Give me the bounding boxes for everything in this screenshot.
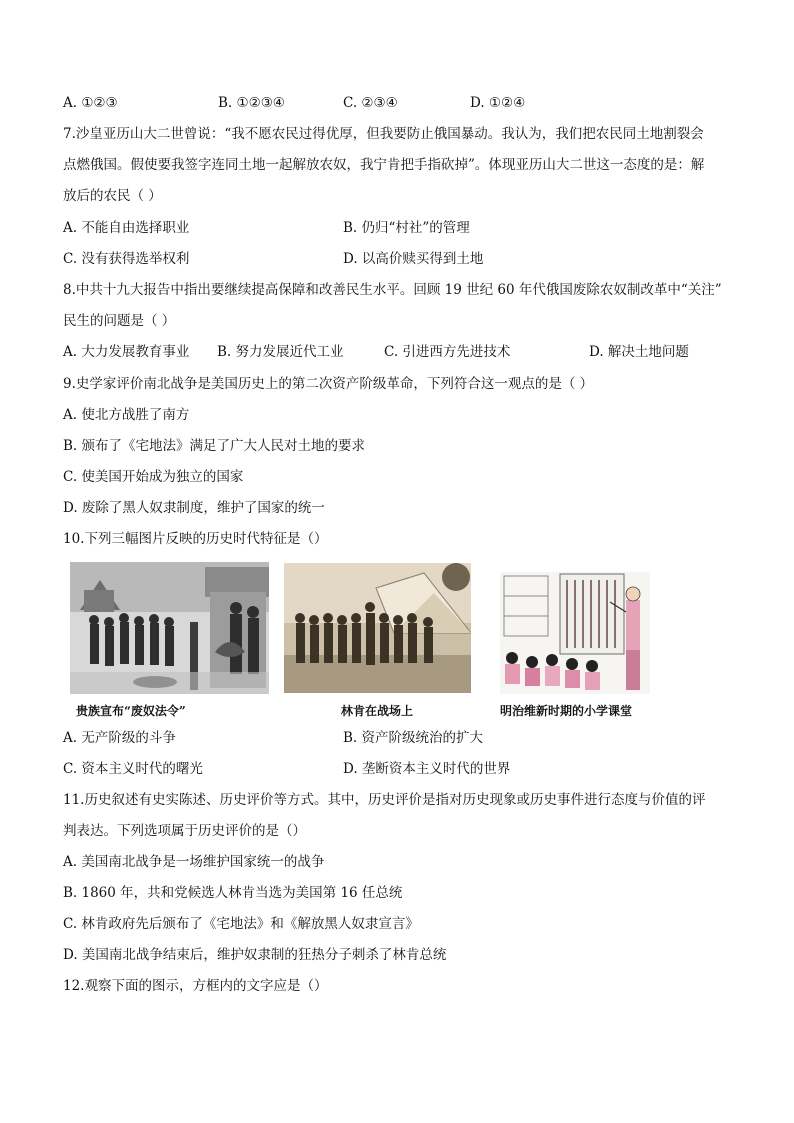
q9-option-b: B. 颁布了《宅地法》满足了广大人民对土地的要求 bbox=[63, 438, 366, 454]
q8-stem-line-1: 8.中共十九大报告中指出要继续提高保障和改善民生水平。回顾 19 世纪 60 年代俄国废除农奴制改革中“关注” bbox=[63, 282, 722, 298]
classroom-illustration bbox=[500, 572, 650, 694]
q11-stem-line-1: 11.历史叙述有史实陈述、历史评价等方式。其中，历史评价是指对历史现象或历史事件进行态度与价值的评 bbox=[63, 792, 706, 808]
q7-stem-line-3: 放后的农民（ ） bbox=[63, 188, 162, 204]
q10-option-c: C. 资本主义时代的曙光 bbox=[63, 761, 203, 777]
engraving-illustration bbox=[70, 562, 269, 694]
q11-option-a: A. 美国南北战争是一场维护国家统一的战争 bbox=[63, 854, 325, 870]
figure-emancipation-engraving bbox=[70, 562, 269, 694]
caption-meiji-classroom: 明治维新时期的小学课堂 bbox=[500, 704, 633, 718]
q11-stem-line-2: 判表达。下列选项属于历史评价的是（） bbox=[63, 823, 306, 839]
q11-option-d: D. 美国南北战争结束后，维护奴隶制的狂热分子刺杀了林肯总统 bbox=[63, 947, 447, 963]
q8-option-d: D. 解决土地问题 bbox=[589, 344, 689, 360]
q9-option-a: A. 使北方战胜了南方 bbox=[63, 407, 190, 423]
q11-option-c: C. 林肯政府先后颁布了《宅地法》和《解放黑人奴隶宣言》 bbox=[63, 916, 419, 932]
q10-stem: 10.下列三幅图片反映的历史时代特征是（） bbox=[63, 531, 328, 547]
caption-emancipation: 贵族宣布“废奴法令” bbox=[76, 704, 186, 718]
q6-option-b: B. ①②③④ bbox=[218, 95, 285, 111]
q6-option-c: C. ②③④ bbox=[343, 95, 398, 111]
caption-lincoln: 林肯在战场上 bbox=[341, 704, 414, 718]
q7-option-a: A. 不能自由选择职业 bbox=[63, 220, 190, 236]
q10-option-d: D. 垄断资本主义时代的世界 bbox=[343, 761, 511, 777]
q7-option-d: D. 以高价赎买得到土地 bbox=[343, 251, 484, 267]
photo-illustration bbox=[284, 563, 471, 693]
q6-option-d: D. ①②④ bbox=[470, 95, 526, 111]
q11-option-b: B. 1860 年，共和党候选人林肯当选为美国第 16 任总统 bbox=[63, 885, 403, 901]
q7-stem-line-2: 点燃俄国。假使要我签字连同土地一起解放农奴，我宁肯把手指砍掉”。体现亚历山大二世这一态度的是：解 bbox=[63, 157, 705, 173]
q9-option-c: C. 使美国开始成为独立的国家 bbox=[63, 469, 244, 485]
q12-stem: 12.观察下面的图示，方框内的文字应是（） bbox=[63, 978, 328, 994]
q10-option-a: A. 无产阶级的斗争 bbox=[63, 730, 176, 746]
q8-option-b: B. 努力发展近代工业 bbox=[217, 344, 344, 360]
q8-stem-line-2: 民生的问题是（ ） bbox=[63, 313, 176, 329]
figure-lincoln-battlefield-photo bbox=[284, 563, 471, 693]
q7-option-c: C. 没有获得选举权利 bbox=[63, 251, 190, 267]
q8-option-a: A. 大力发展教育事业 bbox=[63, 344, 190, 360]
q7-option-b: B. 仍归“村社”的管理 bbox=[343, 220, 470, 236]
q10-option-b: B. 资产阶级统治的扩大 bbox=[343, 730, 484, 746]
q9-stem: 9.史学家评价南北战争是美国历史上的第二次资产阶级革命，下列符合这一观点的是（ ） bbox=[63, 376, 594, 392]
q9-option-d: D. 废除了黑人奴隶制度，维护了国家的统一 bbox=[63, 500, 325, 516]
q6-option-a: A. ①②③ bbox=[63, 95, 118, 111]
q7-stem-line-1: 7.沙皇亚历山大二世曾说：“我不愿农民过得优厚，但我要防止俄国暴动。我认为，我们把农民同土地割裂会 bbox=[63, 126, 704, 142]
figure-meiji-classroom bbox=[500, 572, 650, 694]
q8-option-c: C. 引进西方先进技术 bbox=[384, 344, 511, 360]
